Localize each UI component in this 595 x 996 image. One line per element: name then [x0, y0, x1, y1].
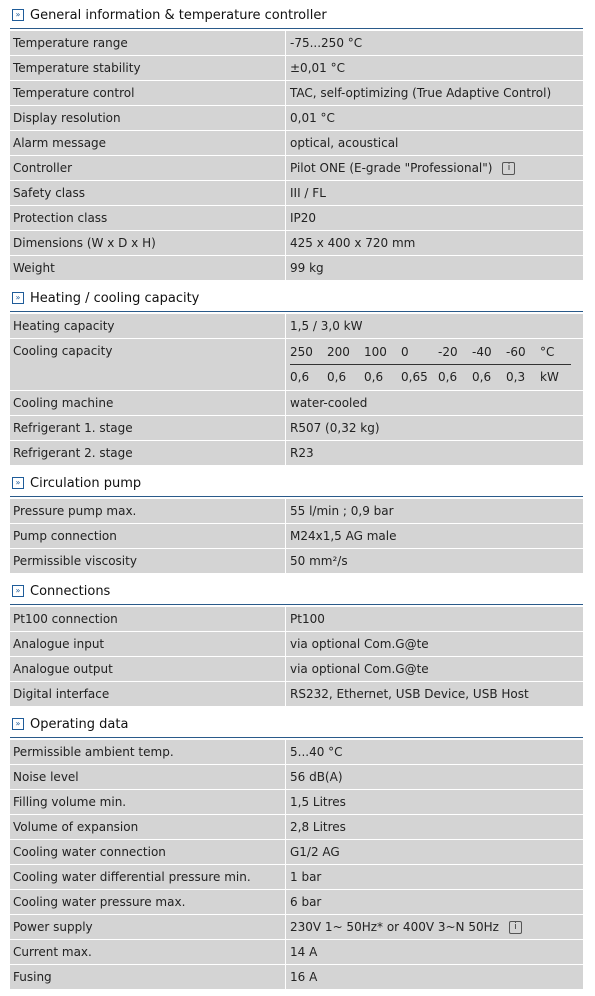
row-label: Heating capacity	[10, 314, 286, 338]
row-label: Temperature stability	[10, 56, 286, 80]
row-label: Analogue output	[10, 657, 286, 681]
row-label: Controller	[10, 156, 286, 180]
info-icon[interactable]: i	[502, 162, 515, 175]
row-label: Cooling water differential pressure min.	[10, 865, 286, 889]
row-label: Temperature control	[10, 81, 286, 105]
table-row	[10, 965, 583, 990]
temps-cell: -20	[438, 345, 458, 359]
row-value: 14 A	[286, 940, 583, 964]
values-cell: 0,6	[364, 370, 384, 384]
row-value: -75...250 °C	[286, 31, 583, 55]
temps-cell: 200	[327, 345, 350, 359]
row-value: 5...40 °C	[286, 740, 583, 764]
section-title: Circulation pump	[30, 475, 142, 491]
section-operating-data	[10, 711, 583, 990]
table-row	[10, 657, 583, 682]
row-value: III / FL	[286, 181, 583, 205]
values-cell: kW	[540, 370, 559, 384]
row-value	[286, 156, 583, 180]
table-row	[10, 499, 583, 524]
table-row	[10, 632, 583, 657]
row-value: water-cooled	[286, 391, 583, 415]
cooling-temps-row	[290, 340, 571, 365]
section-heating-cooling	[10, 285, 583, 466]
row-label: Cooling water connection	[10, 840, 286, 864]
values-cell: 0,3	[506, 370, 526, 384]
row-label: Dimensions (W x D x H)	[10, 231, 286, 255]
table-row	[10, 156, 583, 181]
row-label: Temperature range	[10, 31, 286, 55]
section-title: Heating / cooling capacity	[30, 290, 200, 306]
row-label: Permissible ambient temp.	[10, 740, 286, 764]
table-row	[10, 314, 583, 339]
temps-cell: -60	[506, 345, 526, 359]
section-title: Operating data	[30, 716, 129, 732]
expand-arrow-icon[interactable]: »	[12, 585, 24, 597]
row-label: Cooling machine	[10, 391, 286, 415]
row-label: Volume of expansion	[10, 815, 286, 839]
row-value: 55 l/min ; 0,9 bar	[286, 499, 583, 523]
section-general	[10, 2, 583, 281]
table-row	[10, 231, 583, 256]
row-value	[286, 915, 583, 939]
temps-cell: 250	[290, 345, 313, 359]
row-value: 0,01 °C	[286, 106, 583, 130]
table-row	[10, 915, 583, 940]
table-row	[10, 740, 583, 765]
row-value: via optional Com.G@te	[286, 632, 583, 656]
table-row	[10, 765, 583, 790]
values-cell: 0,6	[438, 370, 458, 384]
row-label: Alarm message	[10, 131, 286, 155]
section-title: General information & temperature controller	[30, 7, 327, 23]
section-connections	[10, 578, 583, 707]
section-title: Connections	[30, 583, 111, 599]
row-value: R507 (0,32 kg)	[286, 416, 583, 440]
row-value: 56 dB(A)	[286, 765, 583, 789]
row-value: Pt100	[286, 607, 583, 631]
expand-arrow-icon[interactable]: »	[12, 9, 24, 21]
row-label: Noise level	[10, 765, 286, 789]
row-label: Refrigerant 1. stage	[10, 416, 286, 440]
row-label: Permissible viscosity	[10, 549, 286, 573]
table-row	[10, 790, 583, 815]
table-row	[10, 391, 583, 416]
info-icon[interactable]: i	[509, 921, 522, 934]
section-header[interactable]	[10, 470, 583, 497]
cooling-capacity-table	[286, 339, 583, 390]
section-header[interactable]	[10, 2, 583, 29]
section-circulation-pump	[10, 470, 583, 574]
row-value: 50 mm²/s	[286, 549, 583, 573]
values-cell: 0,65	[401, 370, 428, 384]
table-row	[10, 840, 583, 865]
table-row	[10, 890, 583, 915]
table-row	[10, 815, 583, 840]
cooling-values-row	[290, 365, 571, 389]
row-label: Cooling water pressure max.	[10, 890, 286, 914]
row-value: R23	[286, 441, 583, 465]
table-row	[10, 131, 583, 156]
table-row	[10, 524, 583, 549]
row-value: via optional Com.G@te	[286, 657, 583, 681]
row-value: RS232, Ethernet, USB Device, USB Host	[286, 682, 583, 706]
values-cell: 0,6	[290, 370, 310, 384]
row-label: Safety class	[10, 181, 286, 205]
controller-value: Pilot ONE (E-grade "Professional")	[290, 161, 493, 175]
table-row	[10, 256, 583, 281]
row-label: Pump connection	[10, 524, 286, 548]
values-cell: 0,6	[472, 370, 492, 384]
table-row	[10, 106, 583, 131]
section-header[interactable]	[10, 285, 583, 312]
values-cell: 0,6	[327, 370, 347, 384]
table-row	[10, 940, 583, 965]
row-label: Pt100 connection	[10, 607, 286, 631]
row-value: 425 x 400 x 720 mm	[286, 231, 583, 255]
row-value: IP20	[286, 206, 583, 230]
row-value: 1 bar	[286, 865, 583, 889]
row-value: G1/2 AG	[286, 840, 583, 864]
temps-cell: 0	[401, 345, 409, 359]
table-row	[10, 56, 583, 81]
table-row	[10, 416, 583, 441]
row-label: Display resolution	[10, 106, 286, 130]
row-value: M24x1,5 AG male	[286, 524, 583, 548]
row-value: 6 bar	[286, 890, 583, 914]
row-label: Digital interface	[10, 682, 286, 706]
row-value: 16 A	[286, 965, 583, 989]
row-label: Power supply	[10, 915, 286, 939]
row-label: Analogue input	[10, 632, 286, 656]
row-label: Current max.	[10, 940, 286, 964]
table-row	[10, 81, 583, 106]
row-label: Weight	[10, 256, 286, 280]
table-row	[10, 339, 583, 391]
temps-cell: -40	[472, 345, 492, 359]
temps-cell: 100	[364, 345, 387, 359]
table-row	[10, 607, 583, 632]
section-header[interactable]	[10, 578, 583, 605]
row-value: 1,5 / 3,0 kW	[286, 314, 583, 338]
row-value: 1,5 Litres	[286, 790, 583, 814]
expand-arrow-icon[interactable]: »	[12, 292, 24, 304]
row-value: ±0,01 °C	[286, 56, 583, 80]
power-supply-value: 230V 1~ 50Hz* or 400V 3~N 50Hz	[290, 920, 499, 934]
table-row	[10, 549, 583, 574]
expand-arrow-icon[interactable]: »	[12, 477, 24, 489]
row-label: Pressure pump max.	[10, 499, 286, 523]
row-label: Cooling capacity	[10, 339, 286, 390]
table-row	[10, 441, 583, 466]
row-value: optical, acoustical	[286, 131, 583, 155]
row-label: Protection class	[10, 206, 286, 230]
row-label: Filling volume min.	[10, 790, 286, 814]
table-row	[10, 865, 583, 890]
row-value: TAC, self-optimizing (True Adaptive Control)	[286, 81, 583, 105]
table-row	[10, 682, 583, 707]
row-value: 99 kg	[286, 256, 583, 280]
row-value: 2,8 Litres	[286, 815, 583, 839]
temps-cell: °C	[540, 345, 555, 359]
expand-arrow-icon[interactable]: »	[12, 718, 24, 730]
table-row	[10, 181, 583, 206]
table-row	[10, 206, 583, 231]
table-row	[10, 31, 583, 56]
section-header[interactable]	[10, 711, 583, 738]
row-label: Fusing	[10, 965, 286, 989]
row-label: Refrigerant 2. stage	[10, 441, 286, 465]
